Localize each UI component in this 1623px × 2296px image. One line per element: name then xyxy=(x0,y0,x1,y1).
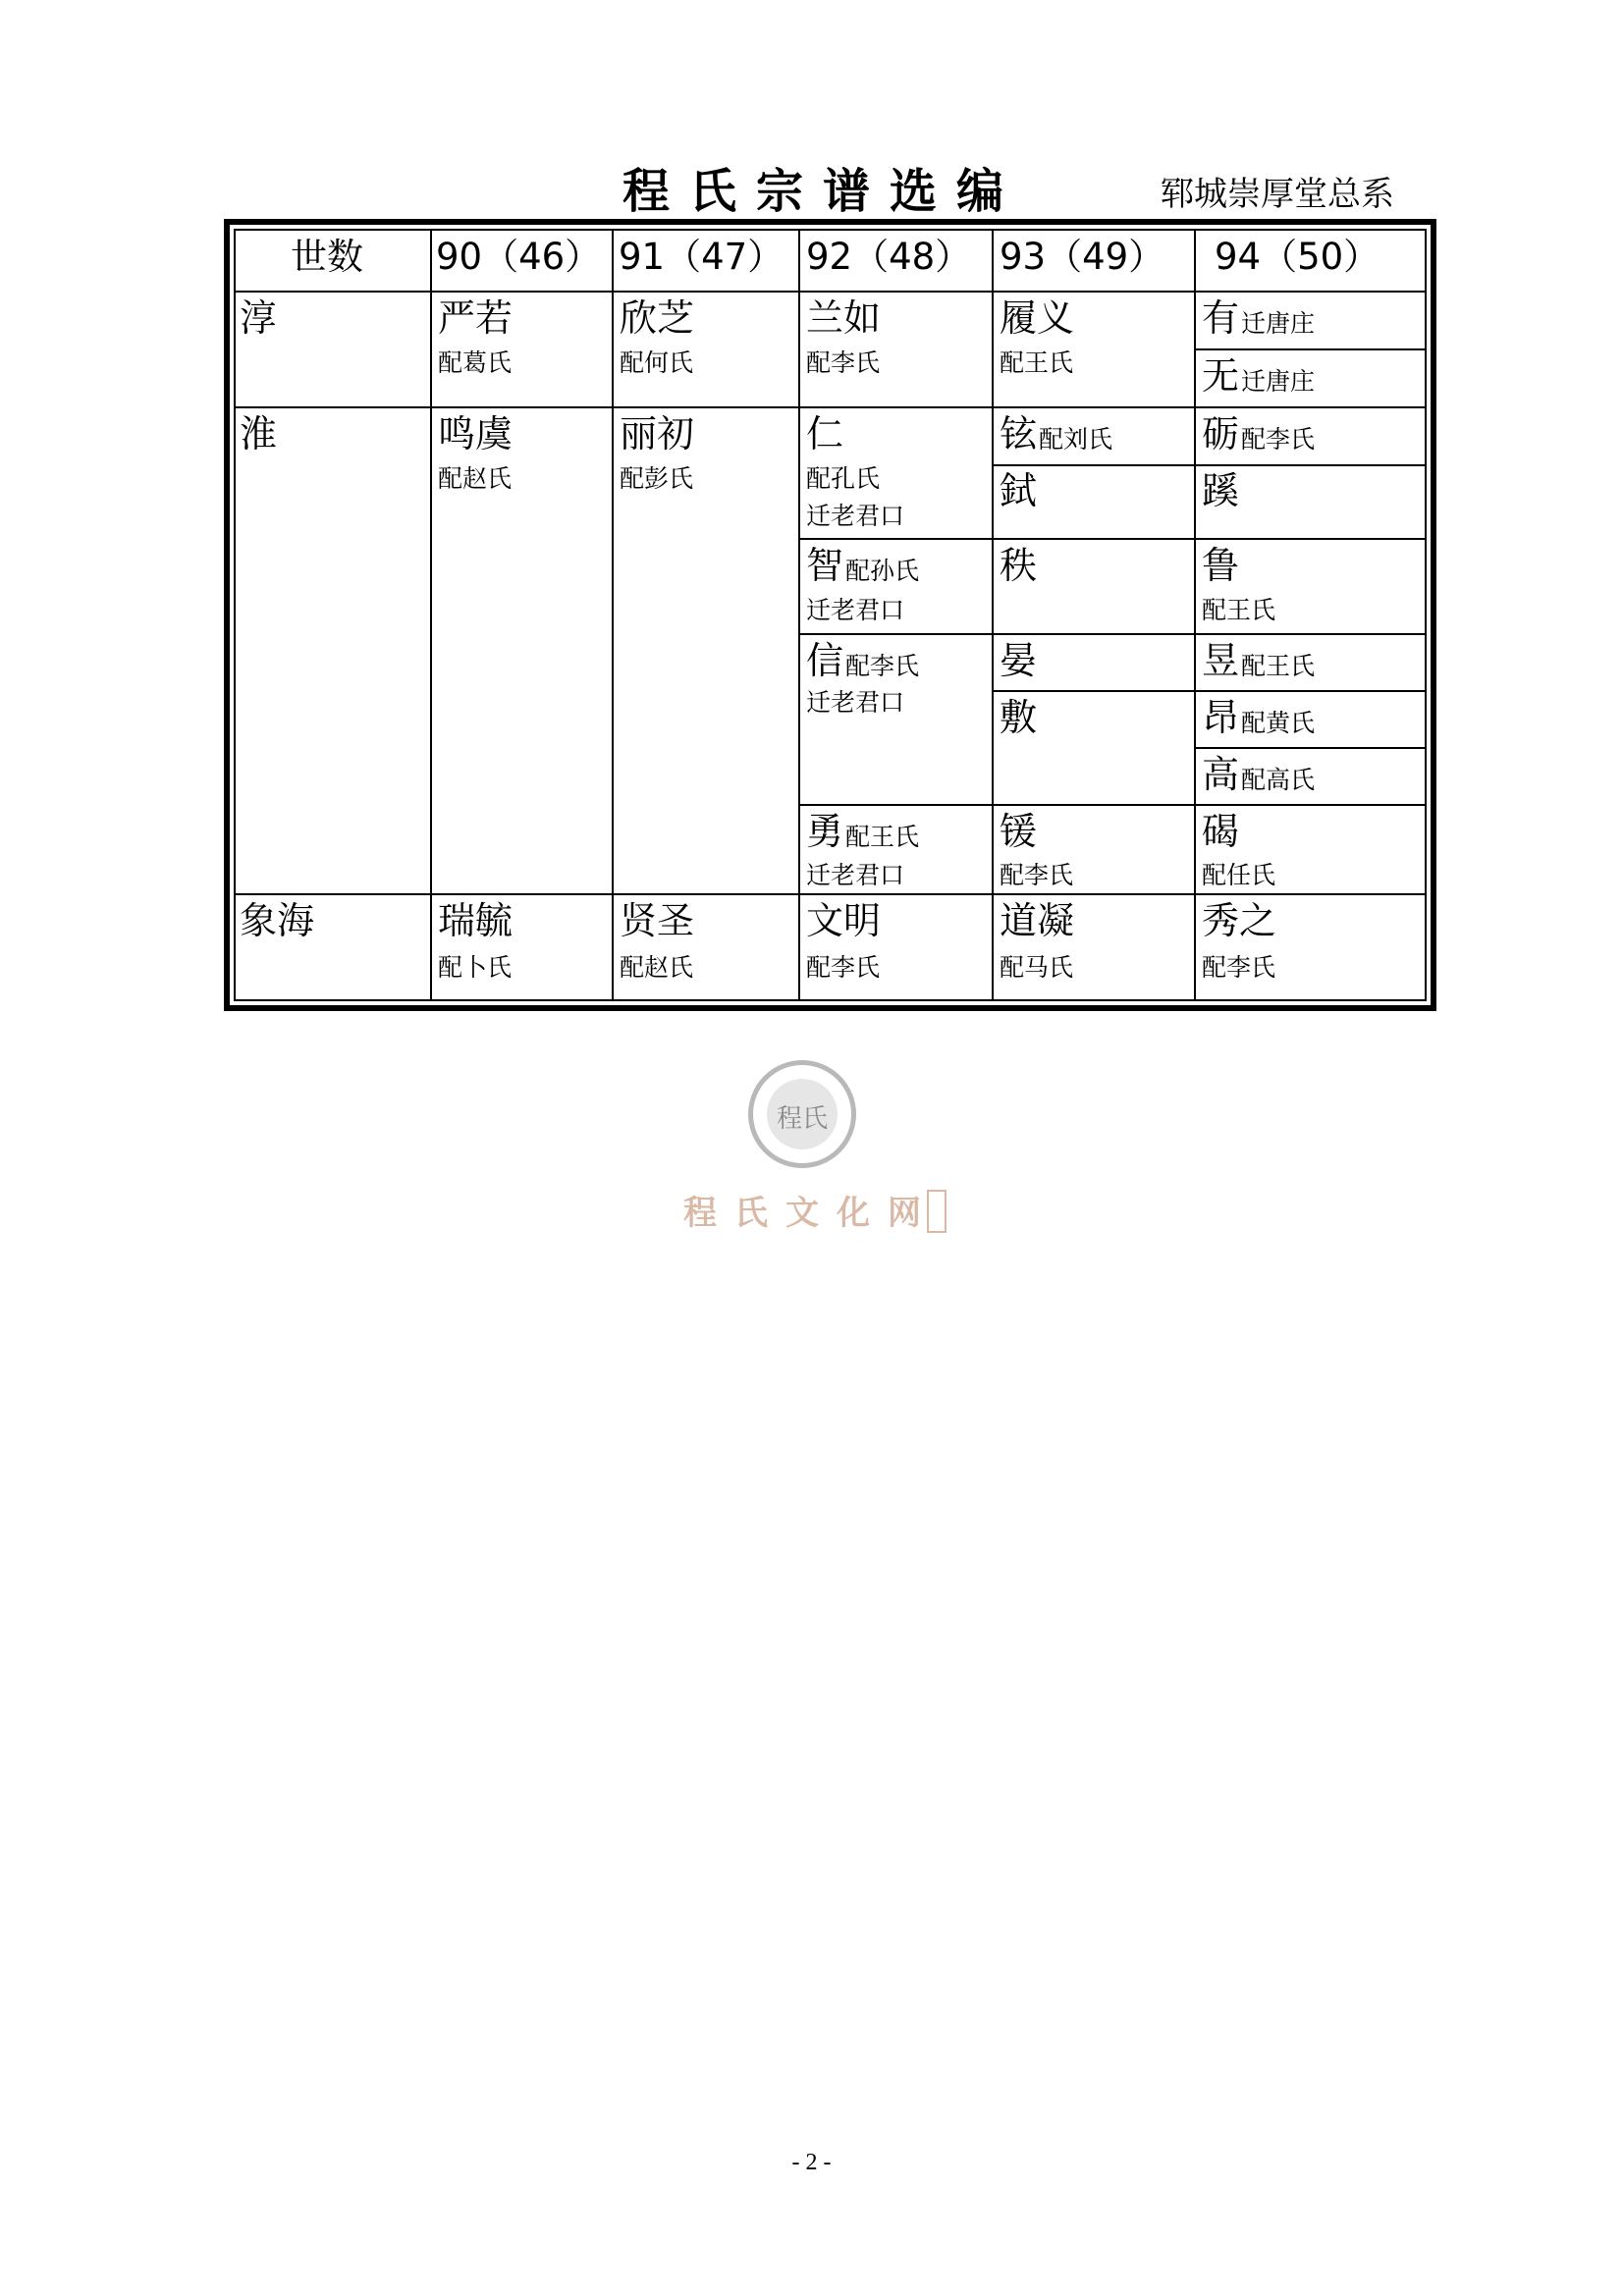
logo-seal xyxy=(748,1060,856,1168)
column-header-93: 93（49） xyxy=(1000,236,1165,278)
migration-note: 迁老君口 xyxy=(806,861,905,889)
spouse-note: 配赵氏 xyxy=(620,953,694,982)
person-name: 智 xyxy=(806,544,844,587)
spouse-note: 配孔氏 xyxy=(806,464,881,493)
spouse-note: 配刘氏 xyxy=(1039,425,1113,454)
column-header-94: 94（50） xyxy=(1215,236,1380,278)
person-name: 贤圣 xyxy=(620,899,695,942)
spouse-note: 配何氏 xyxy=(620,348,694,377)
person-name: 无 xyxy=(1202,354,1240,398)
person-name: 严若 xyxy=(438,296,514,340)
column-header-91: 91（47） xyxy=(619,236,784,278)
column-header-92: 92（48） xyxy=(806,236,972,278)
person-name: 鉽 xyxy=(1000,469,1038,512)
person-name: 昱 xyxy=(1202,639,1240,682)
person-name: 欣芝 xyxy=(620,296,695,340)
branch-label: 淳 xyxy=(240,296,278,340)
migration-note: 迁老君口 xyxy=(806,596,905,624)
genealogy-table xyxy=(224,219,1436,1011)
spouse-note: 配葛氏 xyxy=(438,348,513,377)
person-name: 仁 xyxy=(806,412,844,455)
spouse-note: 配孙氏 xyxy=(845,557,920,585)
page-title: 程氏宗谱选编 xyxy=(622,164,1024,219)
spouse-note: 配李氏 xyxy=(1000,861,1074,889)
person-name: 铉 xyxy=(1000,412,1038,455)
person-name: 敷 xyxy=(1000,696,1038,739)
migration-note: 迁唐庄 xyxy=(1241,309,1316,338)
person-name: 丽初 xyxy=(620,412,695,455)
person-name: 鸣虞 xyxy=(438,412,514,455)
column-header-generation: 世数 xyxy=(291,236,363,278)
migration-note: 迁老君口 xyxy=(806,502,905,530)
person-name: 有 xyxy=(1202,296,1240,340)
person-name: 道凝 xyxy=(1000,899,1075,942)
spouse-note: 配王氏 xyxy=(1000,348,1074,377)
column-header-90: 90（46） xyxy=(436,236,602,278)
spouse-note: 配高氏 xyxy=(1241,766,1316,794)
person-name: 文明 xyxy=(806,899,882,942)
person-name: 瑞毓 xyxy=(438,899,514,942)
logo-seal-inner xyxy=(767,1079,838,1149)
branch-label: 淮 xyxy=(240,412,278,455)
person-name: 砺 xyxy=(1202,412,1240,455)
person-name: 蹊 xyxy=(1202,469,1240,512)
spouse-note: 配李氏 xyxy=(806,348,881,377)
spouse-note: 配李氏 xyxy=(1202,953,1276,982)
logo-seal-text: 程氏 xyxy=(776,1104,828,1134)
spouse-note: 配彭氏 xyxy=(620,464,694,493)
person-name: 鲁 xyxy=(1202,544,1240,587)
person-name: 高 xyxy=(1202,753,1240,796)
spouse-note: 配卜氏 xyxy=(438,953,513,982)
person-name: 勇 xyxy=(806,810,844,853)
migration-note: 迁唐庄 xyxy=(1241,367,1316,396)
spouse-note: 配马氏 xyxy=(1000,953,1074,982)
person-name: 秀之 xyxy=(1202,899,1277,942)
spouse-note: 配赵氏 xyxy=(438,464,513,493)
person-name: 昂 xyxy=(1202,696,1240,739)
spouse-note: 配李氏 xyxy=(845,652,920,680)
migration-note: 迁老君口 xyxy=(806,688,905,717)
person-name: 锾 xyxy=(1000,810,1038,853)
spouse-note: 配李氏 xyxy=(1241,425,1316,454)
spouse-note: 配王氏 xyxy=(845,823,920,851)
page-number: - 2 - xyxy=(791,2150,832,2175)
red-stamp-mark xyxy=(927,1190,947,1233)
spouse-note: 配王氏 xyxy=(1202,596,1276,624)
person-name: 秩 xyxy=(1000,544,1038,587)
page-subtitle: 郓城崇厚堂总系 xyxy=(1161,175,1394,214)
site-name-watermark: 程氏文化网 xyxy=(683,1194,939,1233)
spouse-note: 配任氏 xyxy=(1202,861,1276,889)
person-name: 碣 xyxy=(1202,810,1240,853)
spouse-note: 配李氏 xyxy=(806,953,881,982)
person-name: 履义 xyxy=(1000,296,1075,340)
person-name: 信 xyxy=(806,639,844,682)
spouse-note: 配王氏 xyxy=(1241,652,1316,680)
person-name: 晏 xyxy=(1000,639,1038,682)
spouse-note: 配黄氏 xyxy=(1241,709,1316,737)
branch-label: 象海 xyxy=(240,899,315,942)
person-name: 兰如 xyxy=(806,296,882,340)
